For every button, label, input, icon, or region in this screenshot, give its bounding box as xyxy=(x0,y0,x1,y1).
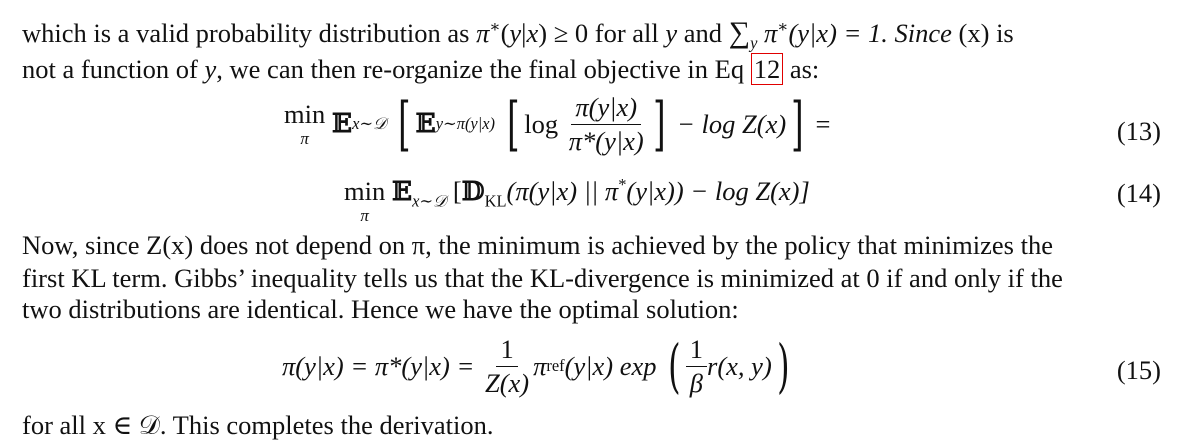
divergence-subscript: KL xyxy=(484,191,507,211)
math-y: y xyxy=(509,18,522,48)
fraction-denominator: π*(y|x) xyxy=(568,125,644,156)
expectation-subscript: x∼𝒟 xyxy=(352,114,387,133)
text-run: as: xyxy=(783,54,820,84)
equation-number-13: (13) xyxy=(1116,116,1161,146)
expectation-symbol: 𝔼 xyxy=(415,107,436,139)
paragraph-line-2 xyxy=(22,56,819,83)
text-run: | xyxy=(521,18,527,48)
math-pi: π xyxy=(757,18,778,48)
text-run: ( xyxy=(500,18,510,48)
sum-subscript: y xyxy=(750,33,758,53)
expectation-symbol: 𝔼 xyxy=(391,176,413,207)
math-pi: π xyxy=(533,350,547,381)
math-run: (y|x) exp xyxy=(564,350,657,381)
paragraph-line-6: for all x ∈ 𝒟. This completes the derivation. xyxy=(22,410,494,440)
math-run: π(y|x) = π*(y|x) = xyxy=(282,350,475,381)
text-run: , we can then re-organize the final objective in Eq xyxy=(216,54,751,84)
fraction-numerator: 1 xyxy=(496,336,517,367)
expectation-subscript: y∼π(y|x) xyxy=(435,114,495,133)
text-run: which is a valid probability distribution as xyxy=(22,18,477,48)
fraction xyxy=(565,94,648,154)
paragraph-line-5: two distributions are identical. Hence we have the optimal solution: xyxy=(22,294,739,324)
fraction-numerator: 1 xyxy=(686,336,707,367)
fraction xyxy=(686,336,707,396)
text-run: ) ≥ 0 for all xyxy=(538,18,666,48)
expectation-symbol: 𝔼 xyxy=(331,107,353,139)
equals-sign: = xyxy=(815,108,831,139)
math-run: (π(y|x) || π xyxy=(506,176,619,206)
equation-reference-link[interactable]: 12 xyxy=(751,53,784,85)
fraction-denominator: β xyxy=(689,367,703,398)
equation-14 xyxy=(344,175,810,225)
divergence-symbol: 𝔻 xyxy=(461,176,485,207)
equation-13: min π 𝔼x∼𝒟 [ 𝔼y∼π(y|x) [ log $\frac{\pi(y|x)}{\pi*(y|x)}$ ] − log Z(x)] = xyxy=(284,89,831,158)
text-run: and xyxy=(677,18,729,48)
math-pi: π xyxy=(476,18,490,48)
sum-symbol: ∑ xyxy=(728,16,751,49)
equation-number-15: (15) xyxy=(1116,355,1161,385)
fraction-denominator: Z(x) xyxy=(484,367,530,398)
star-superscript: * xyxy=(618,175,627,195)
equation-number-14: (14) xyxy=(1116,178,1161,208)
math-run: − log Z(x) xyxy=(670,108,787,139)
paragraph-line-3: Now, since Z(x) does not depend on π, the minimum is achieved by the policy that minimizes the xyxy=(22,230,1053,260)
expectation-subscript: x∼𝒟 xyxy=(412,191,447,211)
math-y: y xyxy=(204,54,217,84)
text-run: (x) is xyxy=(958,18,1014,48)
min-operator: min π xyxy=(344,176,386,225)
min-operator: min π xyxy=(284,99,326,148)
math-run: (y|x) = 1. Since xyxy=(788,18,959,48)
log-operator: log xyxy=(524,108,559,139)
ref-subscript: ref xyxy=(546,356,565,375)
math-x: x xyxy=(526,18,539,48)
equation-15: π(y|x) = π*(y|x) = $\frac{1}{Z(x)}$ πref(y|x) exp ( $\frac{1}{\beta}$ r(x, y)) xyxy=(282,331,790,400)
math-run: (y|x)) − log Z(x)] xyxy=(626,176,810,206)
math-run: [ xyxy=(452,176,462,206)
paragraph-line-1: which is a valid probability distribution as π∗(y|x) ≥ 0 for all y and $\sum_y$ π∗(y|x) = 1. Since (x) is xyxy=(22,16,1014,53)
paragraph-line-4: first KL term. Gibbs’ inequality tells us that the KL-divergence is minimized at 0 if and only if the xyxy=(22,263,1063,293)
text-run: not a function of xyxy=(22,54,205,84)
fraction xyxy=(481,336,533,396)
math-y: y xyxy=(665,18,678,48)
math-run: r(x, y) xyxy=(707,350,772,381)
fraction-numerator: π(y|x) xyxy=(571,94,641,125)
